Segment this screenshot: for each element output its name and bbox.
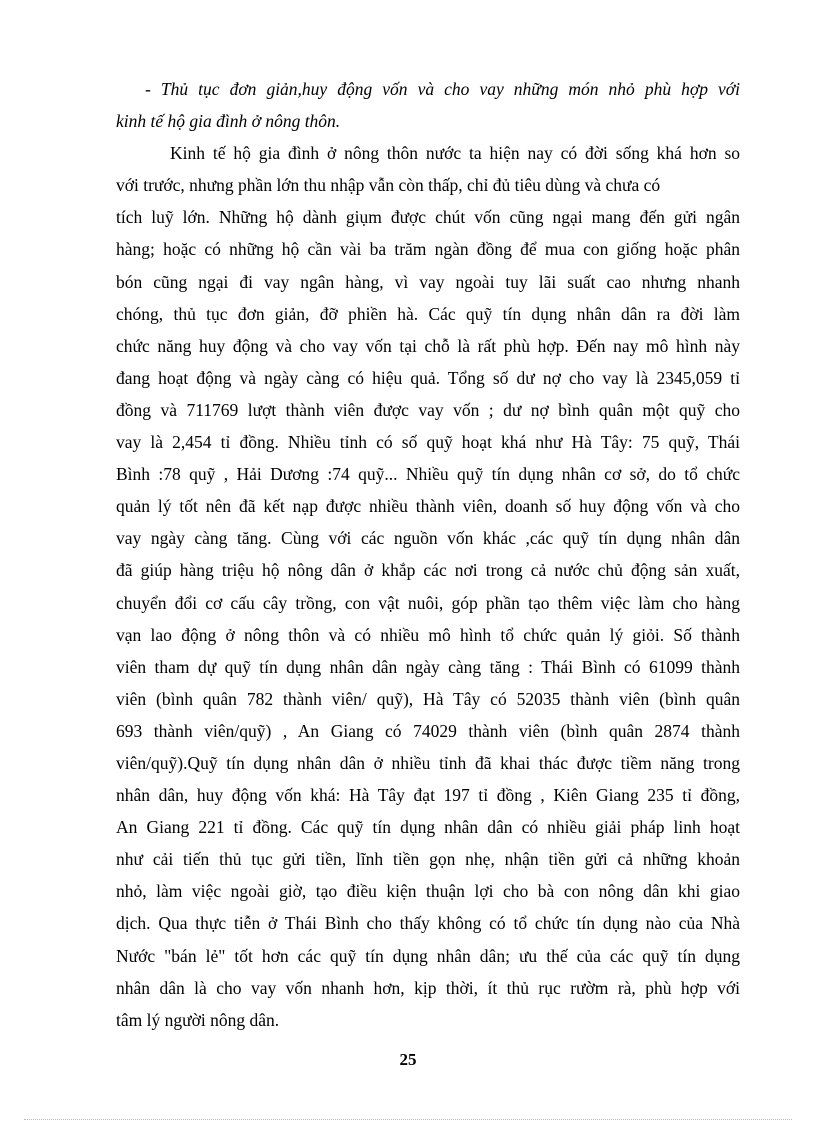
paragraph-line: chuyển đổi cơ cấu cây trồng, con vật nuôi, góp phần tạo thêm việc làm cho hàng <box>116 592 740 613</box>
paragraph-line: quản lý tốt nên đã kết nạp được nhiều thành viên, doanh số huy động vốn và cho <box>116 496 740 517</box>
page-number: 25 <box>399 1050 417 1069</box>
paragraph-line: 693 thành viên/quỹ) , An Giang có 74029 thành viên (bình quân 2874 thành <box>116 720 740 741</box>
paragraph-line: dịch. Qua thực tiễn ở Thái Bình cho thấy không có tổ chức tín dụng nào của Nhà <box>116 913 740 934</box>
paragraph-line: Bình :78 quỹ , Hải Dương :74 quỹ... Nhiều quỹ tín dụng nhân cơ sở, do tổ chức <box>116 464 740 485</box>
paragraph-line: vay ngày càng tăng. Cùng với các nguồn vốn khác ,các quỹ tín dụng nhân dân <box>116 528 740 549</box>
paragraph-line: Kinh tế hộ gia đình ở nông thôn nước ta hiện nay có đời sống khá hơn so <box>170 143 740 164</box>
paragraph-line: viên tham dự quỹ tín dụng nhân dân ngày càng tăng : Thái Bình có 61099 thành <box>116 656 740 677</box>
paragraph-line: chóng, thủ tục đơn giản, đỡ phiền hà. Các quỹ tín dụng nhân dân ra đời làm <box>116 303 740 324</box>
paragraph-line: tích luỹ lớn. Những hộ dành giụm được chút vốn cũng ngại mang đến gửi ngân <box>116 207 740 228</box>
paragraph-line: đồng và 711769 lượt thành viên được vay vốn ; dư nợ bình quân một quỹ cho <box>116 399 740 420</box>
paragraph-line: Nước "bán lẻ" tốt hơn các quỹ tín dụng nhân dân; ưu thế của các quỹ tín dụng <box>116 945 740 966</box>
paragraph-line: như cải tiến thủ tục gửi tiền, lĩnh tiền gọn nhẹ, nhận tiền gửi cả những khoản <box>116 849 740 870</box>
page-border <box>24 1119 792 1120</box>
italic-line: - Thủ tục đơn giản,huy động vốn và cho vay những món nhỏ phù hợp với <box>145 79 740 99</box>
paragraph-line: tâm lý người nông dân. <box>116 1009 280 1030</box>
paragraph-line: An Giang 221 tỉ đồng. Các quỹ tín dụng nhân dân có nhiều giải pháp linh hoạt <box>116 817 740 838</box>
body-text <box>116 73 740 1036</box>
paragraph-line: vay là 2,454 tỉ đồng. Nhiều tỉnh có số quỹ hoạt khá như Hà Tây: 75 quỹ, Thái <box>116 432 740 453</box>
paragraph-line: nhân dân, huy động vốn khá: Hà Tây đạt 197 tỉ đồng , Kiên Giang 235 tỉ đồng, <box>116 785 740 806</box>
paragraph-line: viên/quỹ).Quỹ tín dụng nhân dân ở nhiều tỉnh đã khai thác được tiềm năng trong <box>116 752 740 773</box>
paragraph-line: nhân dân là cho vay vốn nhanh hơn, kịp thời, ít thủ rục rườm rà, phù hợp với <box>116 977 740 998</box>
paragraph-line: đã giúp hàng triệu hộ nông dân ở khắp các nơi trong cả nước chủ động sản xuất, <box>116 560 740 581</box>
paragraph-line: chức năng huy động và cho vay vốn tại chỗ là rất phù hợp. Đến nay mô hình này <box>116 335 740 356</box>
paragraph-line: vạn lao động ở nông thôn và có nhiều mô hình tổ chức quản lý giỏi. Số thành <box>116 624 740 645</box>
paragraph-line: với trước, nhưng phần lớn thu nhập vẫn còn thấp, chỉ đủ tiêu dùng và chưa có <box>116 175 661 196</box>
italic-line: kinh tế hộ gia đình ở nông thôn. <box>116 111 341 132</box>
paragraph-line: viên (bình quân 782 thành viên/ quỹ), Hà Tây có 52035 thành viên (bình quân <box>116 688 740 709</box>
paragraph-line: bón cũng ngại đi vay ngân hàng, vì vay ngoài tuy lãi suất cao nhưng nhanh <box>116 271 740 292</box>
paragraph-line: đang hoạt động và ngày càng có hiệu quả. Tổng số dư nợ cho vay là 2345,059 tỉ <box>116 367 740 388</box>
paragraph-line: hàng; hoặc có những hộ cần vài ba trăm ngàn đồng để mua con giống hoặc phân <box>116 239 740 260</box>
paragraph-line: nhỏ, làm việc ngoài giờ, tạo điều kiện thuận lợi cho bà con nông dân khi giao <box>116 881 740 902</box>
